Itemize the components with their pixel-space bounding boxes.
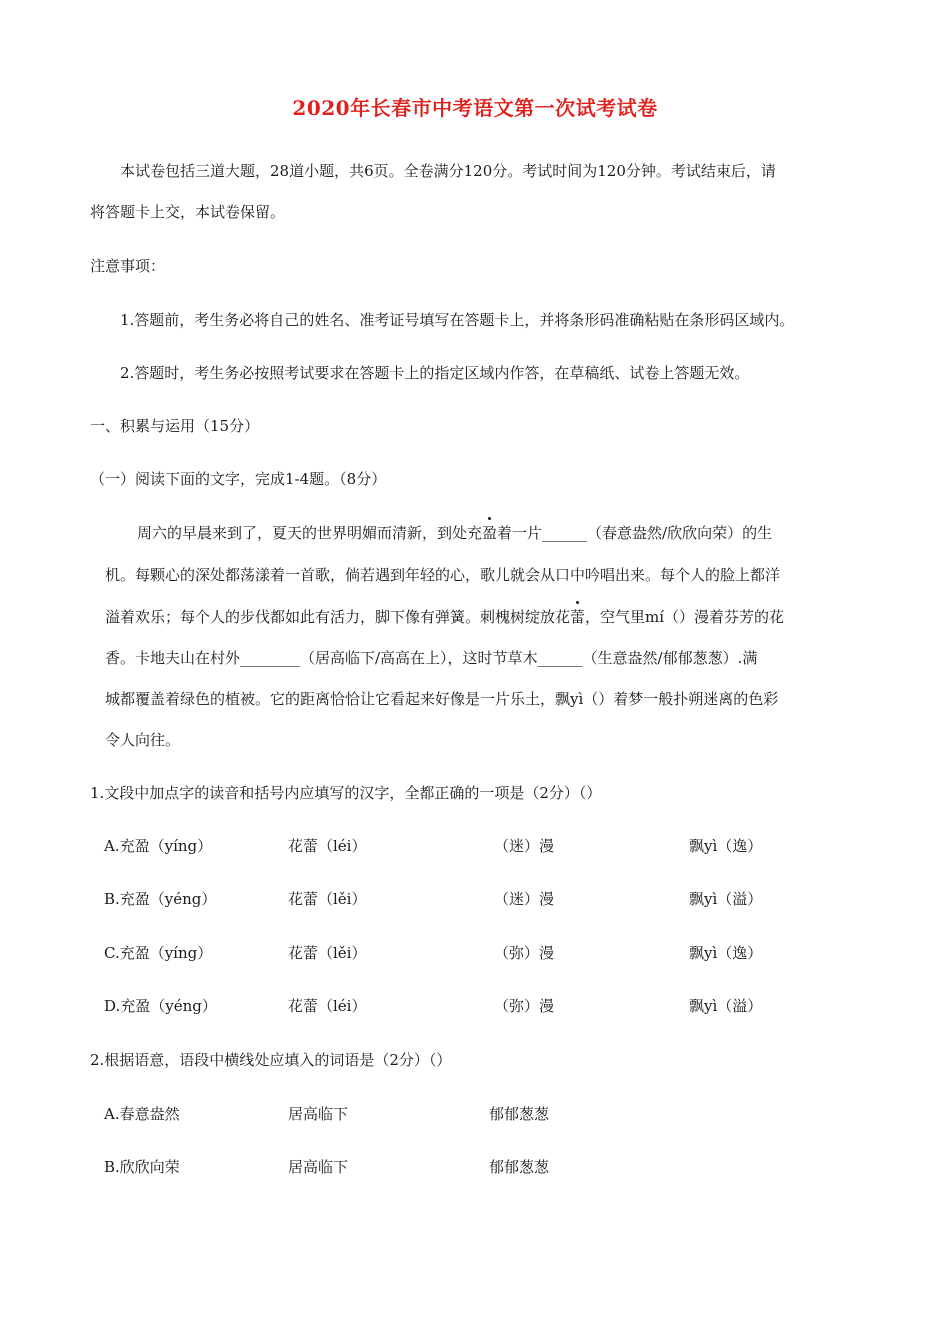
option-cell: 花蕾（léi）: [288, 997, 367, 1015]
passage-line-2: 机。每颗心的深处都荡漾着一首歌，倘若遇到年轻的心，歌儿就会从口中吟唱出来。每个人的脸上都洋: [105, 566, 781, 584]
option-cell: 居高临下: [288, 1158, 349, 1176]
option-cell: （迷）漫: [494, 837, 555, 855]
option-cell: 飘yì（逸）: [689, 837, 763, 855]
passage-line-4: 香。卡地夫山在村外________（居高临下/高高在上），这时节草木______（生意盎然/郁郁葱葱）.满: [105, 649, 758, 667]
option-cell: 飘yì（逸）: [689, 944, 763, 962]
question-2-stem: 2.根据语意，语段中横线处应填入的词语是（2分）（）: [90, 1051, 452, 1069]
intro-line-2: 将答题卡上交，本试卷保留。: [90, 203, 286, 221]
dotted-char: 蕾: [570, 608, 586, 626]
passage-text: 着一片______（春意盎然/欣欣向荣）的生: [497, 524, 773, 542]
notice-item-1: 1.答题前，考生务必将自己的姓名、准考证号填写在答题卡上，并将条形码准确粘贴在条形码区域内。: [120, 311, 795, 329]
passage-text: 周六的早晨来到了，夏天的世界明媚而清新，到处充: [137, 524, 483, 542]
option-cell: 飘yì（溢）: [689, 890, 763, 908]
passage-text: 溢着欢乐；每个人的步伐都如此有活力，脚下像有弹簧。刺槐树绽放花: [105, 608, 571, 626]
option-cell: B.欣欣向荣: [104, 1158, 180, 1176]
notice-heading: 注意事项：: [90, 257, 166, 275]
passage-line-3: [105, 606, 784, 628]
option-cell: （弥）漫: [494, 997, 555, 1015]
option-cell: 居高临下: [288, 1105, 349, 1123]
passage-line-1: [137, 522, 772, 544]
subsection-heading: （一）阅读下面的文字，完成1-4题。（8分）: [90, 470, 387, 488]
question-1-stem: 1.文段中加点字的读音和括号内应填写的汉字，全都正确的一项是（2分）（）: [90, 784, 602, 802]
passage-text: ，空气里mí（）漫着芬芳的花: [585, 608, 785, 626]
option-cell: 郁郁葱葱: [489, 1105, 550, 1123]
option-cell: 花蕾（lěi）: [288, 890, 367, 908]
page-title: 2020年长春市中考语文第一次试考试卷: [292, 96, 658, 120]
dotted-char: 盈: [482, 524, 498, 542]
notice-item-2: 2.答题时，考生务必按照考试要求在答题卡上的指定区域内作答，在草稿纸、试卷上答题无效。: [120, 364, 750, 382]
option-cell: B.充盈（yéng）: [104, 890, 217, 908]
option-cell: C.充盈（yíng）: [104, 944, 213, 962]
option-cell: 花蕾（léi）: [288, 837, 367, 855]
intro-line-1: 本试卷包括三道大题，28道小题，共6页。全卷满分120分。考试时间为120分钟。考试结束后，请: [120, 162, 776, 180]
option-cell: （弥）漫: [494, 944, 555, 962]
section-heading: 一、积累与运用（15分）: [90, 417, 260, 435]
passage-line-6: 令人向往。: [105, 731, 181, 749]
option-cell: 飘yì（溢）: [689, 997, 763, 1015]
option-cell: 花蕾（lěi）: [288, 944, 367, 962]
passage-line-5: 城都覆盖着绿色的植被。它的距离恰恰让它看起来好像是一片乐土，飘yì（）着梦一般扑朔迷离的色彩: [105, 690, 779, 708]
option-cell: 郁郁葱葱: [489, 1158, 550, 1176]
option-cell: A.充盈（yíng）: [104, 837, 213, 855]
option-cell: （迷）漫: [494, 890, 555, 908]
option-cell: A.春意盎然: [104, 1105, 180, 1123]
option-cell: D.充盈（yéng）: [104, 997, 217, 1015]
